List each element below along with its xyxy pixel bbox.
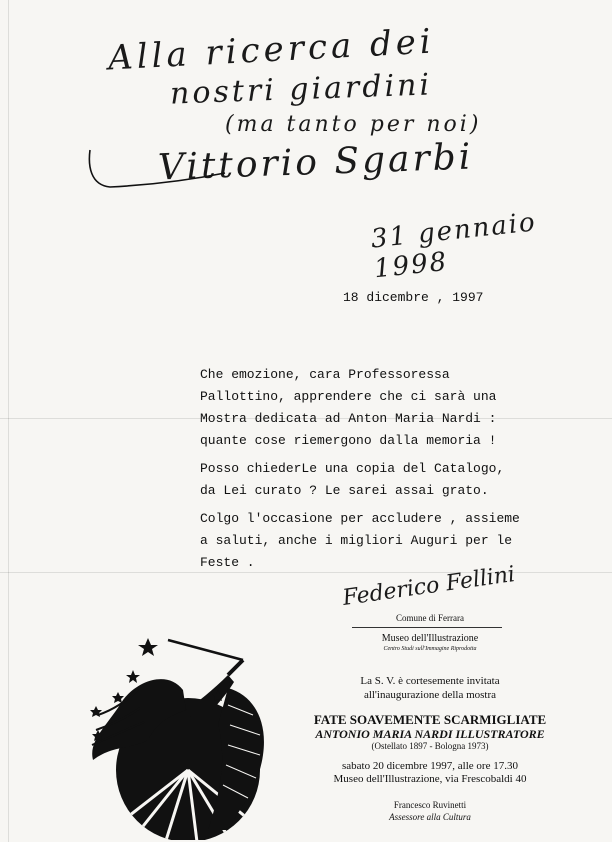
handwritten-line-2: nostri giardini bbox=[169, 67, 433, 112]
fold-crease bbox=[0, 572, 612, 573]
exhibition-subtitle: ANTONIO MARIA NARDI ILLUSTRATORE bbox=[315, 727, 545, 741]
letter-signature: Federico Fellini bbox=[341, 562, 517, 611]
fairy-illustration bbox=[78, 630, 318, 840]
letter-date: 18 dicembre , 1997 bbox=[343, 290, 484, 305]
signature-flourish bbox=[80, 145, 230, 195]
fold-crease-vertical bbox=[8, 0, 9, 842]
event-where: Museo dell'Illustrazione, via Frescobaldi 40 bbox=[333, 773, 527, 785]
invitation-line-1: La S. V. è cortesemente invitata bbox=[360, 675, 500, 687]
exhibition-title: FATE SOAVEMENTE SCARMIGLIATE bbox=[313, 712, 547, 727]
letter-line: Feste . bbox=[200, 555, 255, 570]
letter-line: Mostra dedicata ad Anton Maria Nardi : bbox=[200, 411, 497, 426]
invitation-museum-sub: Centro Studi sull'Immagine Riprodotta bbox=[383, 646, 477, 652]
assessor-name: Francesco Ruvinetti bbox=[393, 800, 467, 810]
event-when: sabato 20 dicembre 1997, alle ore 17.30 bbox=[342, 760, 518, 772]
letter-line: a saluti, anche i migliori Auguri per le bbox=[200, 533, 513, 548]
letter-line: quante cose riemergono dalla memoria ! bbox=[200, 433, 497, 448]
invitation-line-2: all'inaugurazione della mostra bbox=[363, 689, 497, 701]
letter-line: da Lei curato ? Le sarei assai grato. bbox=[200, 483, 489, 498]
invitation-municipality: Comune di Ferrara bbox=[396, 613, 464, 623]
letter-line: Pallottino, apprendere che ci sarà una bbox=[200, 389, 497, 404]
handwritten-line-1: Alla ricerca dei bbox=[107, 21, 436, 79]
handwritten-line-3: (ma tanto per noi) bbox=[225, 112, 482, 137]
letter-line: Colgo l'occasione per accludere , assieme bbox=[200, 511, 520, 526]
handwritten-date: 31 gennaio 1998 bbox=[369, 207, 539, 285]
assessor-role: Assessore alla Cultura bbox=[389, 812, 471, 822]
handwritten-signature: Vittorio Sgarbi bbox=[157, 136, 474, 189]
invitation-museum: Museo dell'Illustrazione bbox=[381, 633, 479, 644]
divider bbox=[352, 627, 502, 628]
artist-dates: (Ostellato 1897 - Bologna 1973) bbox=[371, 741, 489, 751]
letter-line: Che emozione, cara Professoressa bbox=[200, 367, 450, 382]
letter-line: Posso chiederLe una copia del Catalogo, bbox=[200, 461, 505, 476]
